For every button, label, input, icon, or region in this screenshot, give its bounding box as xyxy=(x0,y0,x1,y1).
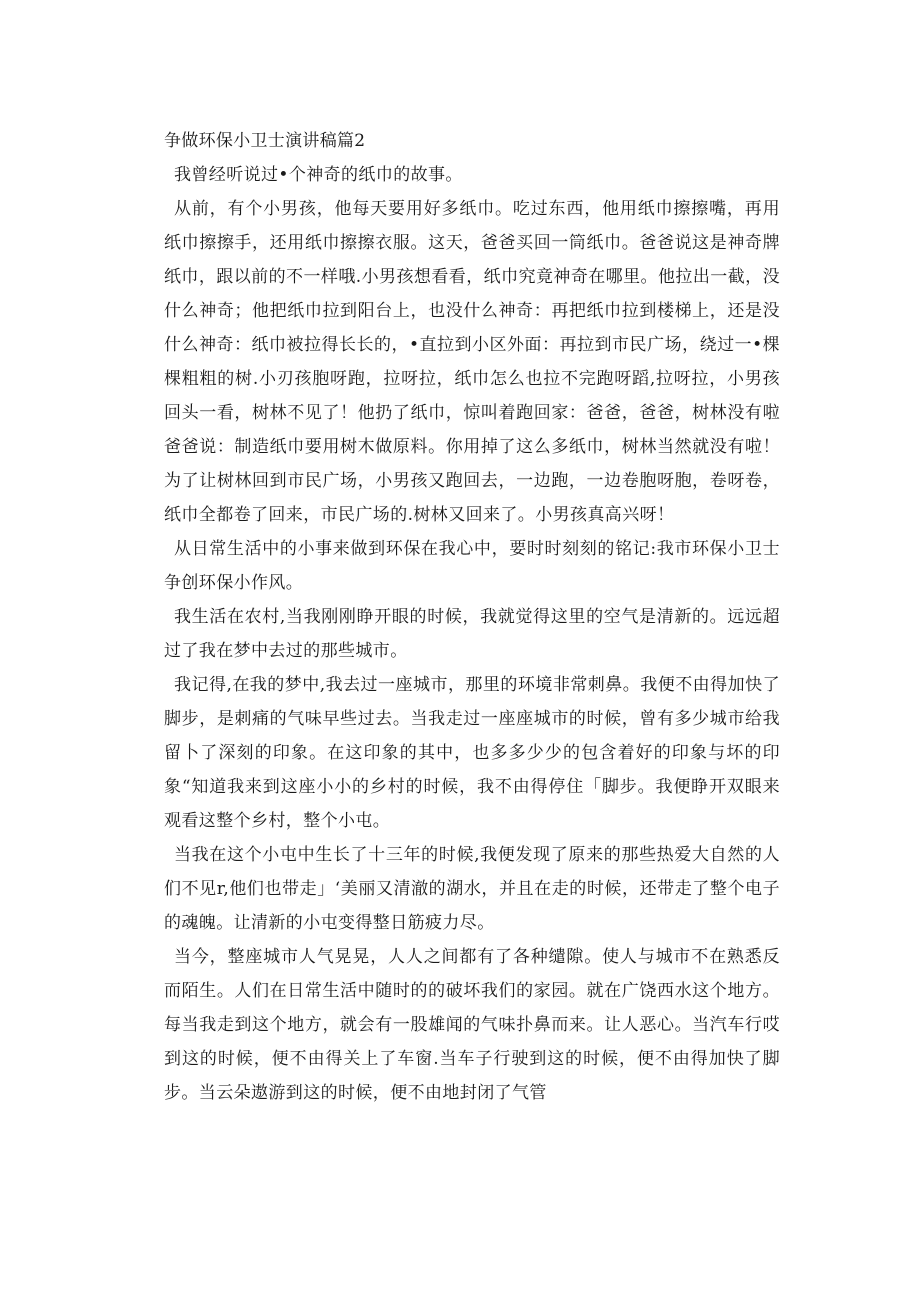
paragraph-4: 我生活在农村,当我刚刚睁开眼的时候，我就觉得这里的空气是清新的。远远超过了我在梦中去过的那些城市。 xyxy=(164,607,780,661)
paragraph-2: 从前，有个小男孩，他每天要用好多纸巾。吃过东西，他用纸巾擦擦嘴，再用纸巾擦擦手，还用纸巾擦擦衣服。这天，爸爸买回一筒纸巾。爸爸说这是神奇牌纸巾，跟以前的不一样哦.小男孩想看看，纸巾究竟神奇在哪里。他拉出一截，没什么神奇；他把纸巾拉到阳台上，也没什么神奇：再把纸巾拉到楼梯上，还是没什么神奇：纸巾被拉得长长的，•直拉到小区外面：再拉到市民广场，绕过一•棵棵粗粗的树.小刃孩胞呀跑，拉呀拉，纸巾怎么也拉不完跑呀蹈,拉呀拉，小男孩回头一看，树林不见了！他扔了纸巾，惊叫着跑回家：爸爸，爸爸，树林没有啦爸爸说：制造纸巾要用树木做原料。你用掉了这么多纸巾，树林当然就没有啦！为了让树林回到市民广场，小男孩又跑回去，一边跑，一边卷胞呀胞，卷呀卷，纸巾全都卷了回来，市民广场的.树林又回来了。小男孩真高兴呀！ xyxy=(164,199,780,525)
paragraph-7: 当今，整座城市人气晃晃，人人之间都有了各种缱隙。使人与城市不在熟悉反而陌生。人们在日常生活中随时的的破坏我们的家园。就在广饶西水这个地方。每当我走到这个地方，就会有一股雄闻的气味扑鼻而来。让人恶心。当汽车行哎到这的时候，便不由得关上了车窗.当车子行驶到这的时候，便不由得加快了脚步。当云朵遨游到这的时候，便不由地封闭了气管 xyxy=(164,947,780,1103)
paragraph-5: 我记得,在我的梦中,我去过一座城市，那里的环境非常刺鼻。我便不由得加快了脚步，是刺痛的气味早些过去。当我走过一座座城市的时候，曾有多少城市给我留卜了深刻的印象。在这印象的其中，也多多少少的包含着好的印象与坏的印象“知道我来到这座小小的乡村的时候，我不由得停住「脚步。我便睁开双眼来观看这整个乡村，整个小屯。 xyxy=(164,675,780,831)
document-body xyxy=(164,124,780,1110)
paragraph-6: 当我在这个小屯中生长了十三年的时候,我便发现了原来的那些热爱大自然的人们不见r,他们也带走」‘美丽又清澈的湖水，并且在走的时候，还带走了整个电子的魂魄。让清新的小屯变得整日筋疲力尽。 xyxy=(164,845,780,933)
paragraph-1: 我曾经听说过•个神奇的纸巾的故事。 xyxy=(174,165,463,185)
document-title: 争做环保小卫士演讲稿篇2 xyxy=(164,131,366,151)
paragraph-3: 从日常生活中的小事来做到环保在我心中，要时时刻刻的铭记:我市环保小卫士争创环保小作风。 xyxy=(164,539,780,593)
